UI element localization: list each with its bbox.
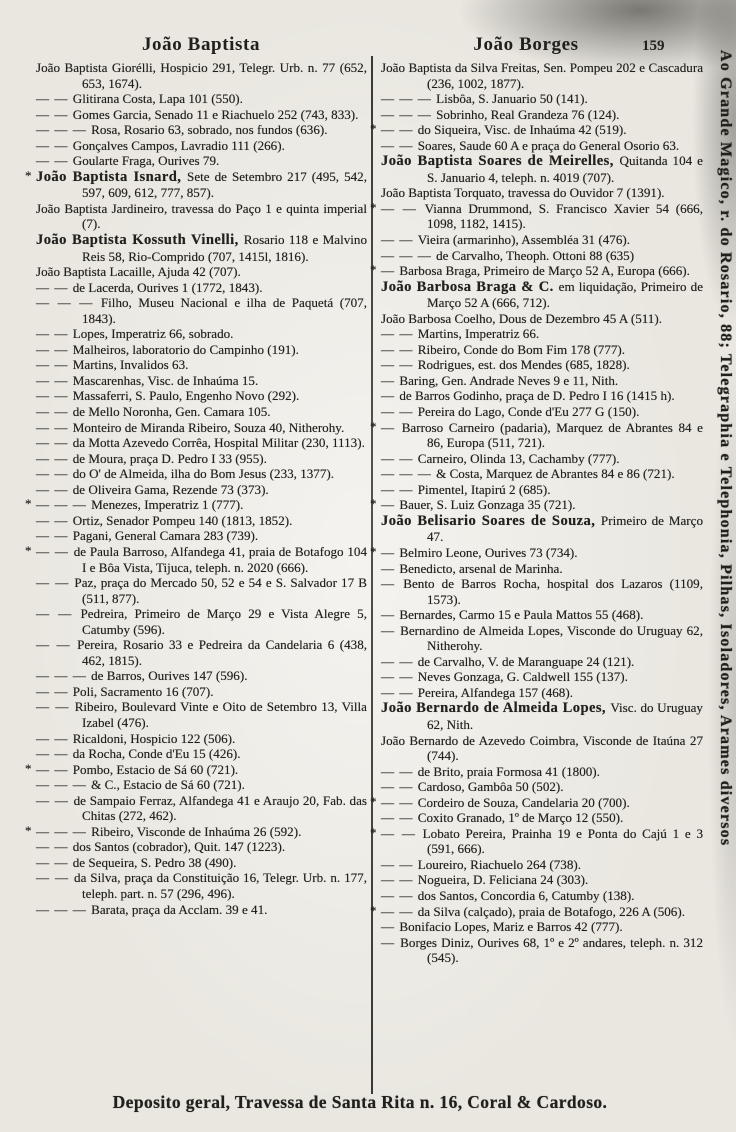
ditto-dashes: — — — [36, 839, 73, 855]
directory-entry — [370, 543, 703, 561]
directory-entry — [381, 153, 703, 185]
ditto-dashes: — — — — [381, 91, 437, 107]
entry-text: Gomes Garcia, Senado 11 e Riachuelo 252 (743, 833). — [72, 106, 359, 122]
ditto-dashes: — — — — [36, 823, 92, 839]
ditto-dashes: — — [381, 388, 400, 404]
entry-text: Pereira, Alfandega 157 (468). — [417, 684, 573, 700]
entry-text: Bernardes, Carmo 15 e Paula Mattos 55 (468). — [399, 607, 644, 623]
ditto-dashes: — — — [36, 637, 78, 653]
directory-entry — [381, 60, 703, 91]
ditto-dashes: — — — [36, 575, 75, 591]
entry-text: João Baptista da Silva Freitas, Sen. Pompeu 202 e Cascadura (236, 1002, 1877). — [381, 60, 703, 91]
directory-entry — [36, 122, 367, 138]
ditto-dashes: — — — [36, 388, 73, 404]
directory-entry — [370, 902, 703, 920]
entry-text: João Baptista Jardineiro, travessa do Paço 1 e quinta imperial (7). — [36, 200, 367, 232]
directory-entry — [370, 262, 703, 279]
ditto-dashes: — — — [36, 326, 73, 342]
entry-text: Lobato Pereira, Prainha 19 e Ponta do Cajú 1 e 3 (591, 666). — [422, 825, 703, 857]
ditto-dashes: — — — [381, 872, 418, 888]
ditto-dashes: — — — [381, 200, 425, 216]
page-title-left: João Baptista — [141, 34, 261, 55]
ditto-dashes: — — [381, 560, 400, 576]
directory-entry — [36, 201, 367, 232]
entry-text: de Oliveira Gama, Rezende 73 (373). — [72, 481, 269, 497]
directory-entry — [381, 357, 703, 373]
entry-text: da Rocha, Conde d'Eu 15 (426). — [72, 746, 241, 762]
directory-entry — [381, 107, 703, 123]
ditto-dashes: — — — [381, 481, 418, 497]
directory-entry — [36, 420, 367, 436]
ditto-dashes: — — — — [381, 106, 437, 122]
directory-entry — [36, 528, 367, 544]
entry-name-bold: João Baptista Isnard, — [36, 168, 188, 185]
directory-entry — [381, 91, 703, 107]
entry-text: de Carvalho, V. de Maranguape 24 (121). — [417, 653, 635, 669]
directory-entry — [381, 607, 703, 623]
entry-text: de Lacerda, Ourives 1 (1772, 1843). — [72, 279, 263, 295]
directory-entry — [36, 902, 367, 918]
directory-entry — [36, 435, 367, 451]
entry-text: João Baptista Torquato, travessa do Ouvidor 7 (1391). — [381, 185, 665, 201]
ditto-dashes: — — — — [36, 497, 92, 513]
entry-text: Neves Gonzaga, G. Caldwell 155 (137). — [417, 669, 628, 685]
directory-entry — [36, 264, 367, 280]
directory-entry — [381, 232, 703, 248]
entry-text: de Paula Barroso, Alfandega 41, praia de Botafogo 104 I e Bôa Vista, Tijuca, teleph. n. 2020 (666). — [73, 543, 368, 575]
ditto-dashes: — — — [36, 153, 73, 169]
ditto-dashes: — — — [381, 669, 418, 685]
entry-text: & Costa, Marquez de Abrantes 84 e 86 (721). — [436, 466, 675, 482]
footer-advertisement: Deposito geral, Travessa de Santa Rita n. 16, Coral & Cardoso. — [112, 1092, 608, 1112]
directory-entry — [381, 654, 703, 670]
directory-entry — [36, 373, 367, 389]
entry-text: de Barros, Ourives 147 (596). — [91, 668, 248, 684]
entry-text: João Baptista Lacaille, Ajuda 42 (707). — [36, 264, 241, 280]
entry-text: Lisbôa, S. Januario 50 (141). — [436, 91, 588, 107]
directory-entry — [36, 357, 367, 373]
ditto-dashes: — — — [381, 122, 418, 138]
margin-advertisement: Ao Grande Magico, r. do Rosario, 88; Telegraphia e Telephonia, Pilhas, Isoladores, Arames diversos — [717, 50, 734, 847]
ditto-dashes: — — — [381, 137, 418, 153]
directory-entry — [36, 295, 367, 326]
star-marker: * — [370, 418, 377, 434]
entry-text: dos Santos (cobrador), Quit. 147 (1223). — [72, 839, 286, 855]
directory-entry — [36, 326, 367, 342]
ditto-dashes: — — — [381, 450, 418, 466]
directory-entry — [36, 482, 367, 498]
star-marker: * — [25, 822, 32, 838]
directory-entry — [381, 810, 703, 826]
star-marker: * — [370, 543, 377, 559]
entry-text: Ribeiro, Conde do Bom Fim 178 (777). — [417, 341, 626, 357]
directory-entry — [381, 888, 703, 904]
directory-entry — [381, 388, 703, 404]
entry-text: Nogueira, D. Feliciana 24 (303). — [417, 872, 589, 888]
directory-entry — [36, 870, 367, 901]
directory-entry — [36, 466, 367, 482]
ditto-dashes: — — — [381, 825, 423, 841]
ditto-dashes: — — — [381, 887, 418, 903]
entry-text: Paz, praça do Mercado 50, 52 e 54 e S. Salvador 17 B (511, 877). — [74, 575, 367, 606]
entry-name-bold: João Belisario Soares de Souza, — [381, 512, 601, 529]
directory-entry — [381, 513, 703, 545]
entry-text: Sobrinho, Real Grandeza 76 (124). — [436, 106, 620, 122]
entry-text: Barbosa Braga, Primeiro de Março 52 A, Europa (666). — [399, 263, 690, 279]
entry-text: & C., Estacio de Sá 60 (721). — [91, 777, 245, 793]
directory-entry — [370, 199, 703, 232]
entry-text: de Sampaio Ferraz, Alfandega 41 e Araujo 20, Fab. das Chitas (272, 462). — [73, 792, 368, 824]
directory-entry — [370, 496, 703, 513]
ditto-dashes: — — — [36, 419, 73, 435]
ditto-dashes: — — [381, 419, 402, 435]
entry-text: de Barros Godinho, praça de D. Pedro I 16 (1415 h). — [399, 388, 675, 404]
ditto-dashes: — — — [36, 279, 73, 295]
ditto-dashes: — — — [36, 854, 73, 870]
directory-entry — [36, 60, 367, 91]
directory-entry — [36, 232, 367, 264]
directory-entry — [381, 466, 703, 482]
ditto-dashes: — — — [381, 404, 418, 420]
entry-text: Quitanda 104 e S. Januario 4, teleph. n. 4019 (707). — [427, 153, 703, 185]
entry-text: Massaferri, S. Paulo, Engenho Novo (292). — [72, 388, 300, 404]
entry-text: Filho, Museu Nacional e ilha de Paquetá (707, 1843). — [82, 295, 367, 326]
directory-entry — [381, 482, 703, 498]
entry-text: de Mello Noronha, Gen. Camara 105. — [72, 404, 271, 420]
directory-entry — [36, 575, 367, 606]
star-marker: * — [370, 199, 377, 215]
entry-text: da Silva, praça da Constituição 16, Telegr. Urb. n. 177, teleph. part. n. 57 (296, 496). — [74, 870, 367, 901]
entry-text: João Baptista Giorélli, Hospicio 291, Telegr. Urb. n. 77 (652, 653, 1674). — [36, 60, 367, 91]
entry-text: Ribeiro, Visconde de Inhaúma 26 (592). — [91, 823, 302, 839]
ditto-dashes: — — [381, 919, 400, 935]
directory-entry — [381, 935, 703, 966]
directory-entry — [381, 404, 703, 420]
directory-entry — [25, 496, 367, 513]
ditto-dashes: — — [381, 576, 404, 592]
ditto-dashes: — — [381, 622, 401, 638]
entry-text: da Silva (calçado), praia de Botafogo, 226 A (506). — [417, 903, 685, 919]
ditto-dashes: — — — [381, 341, 418, 357]
entry-text: Soares, Saude 60 A e praça do General Osorio 63. — [417, 137, 680, 153]
directory-entry — [381, 248, 703, 264]
entry-text: de Brito, praia Formosa 41 (1800). — [417, 763, 600, 779]
star-marker: * — [370, 496, 377, 512]
ditto-dashes: — — — — [381, 247, 437, 263]
entry-text: Borges Diniz, Ourives 68, 1º e 2º andares, teleph. n. 312 (545). — [400, 934, 703, 966]
ditto-dashes: — — — [381, 903, 418, 919]
entry-text: Pereira do Lago, Conde d'Eu 277 G (150). — [417, 404, 640, 420]
ditto-dashes: — — [381, 263, 400, 279]
page-number: 159 — [642, 38, 665, 54]
entry-text: Pagani, General Camara 283 (739). — [72, 528, 259, 544]
directory-entry — [381, 311, 703, 327]
ditto-dashes: — — [381, 607, 400, 623]
ditto-dashes: — — — [381, 794, 418, 810]
directory-entry — [36, 684, 367, 700]
ditto-dashes: — — [381, 934, 401, 950]
entry-text: Barroso Carneiro (padaria), Marquez de Abrantes 84 e 86, Europa (511, 721). — [401, 419, 703, 451]
ditto-dashes: — — — [36, 404, 73, 420]
ditto-dashes: — — — [36, 450, 73, 466]
directory-entry — [25, 542, 368, 575]
directory-entry — [381, 373, 703, 389]
ditto-dashes: — — — — [36, 777, 92, 793]
entry-text: Loureiro, Riachuelo 264 (738). — [417, 856, 581, 872]
entry-text: em liquidação, Primeiro de Março 52 A (666, 712). — [427, 278, 704, 311]
entry-text: Pombo, Estacio de Sá 60 (721). — [72, 761, 239, 777]
star-marker: * — [25, 496, 32, 512]
entry-text: de Moura, praça D. Pedro I 33 (955). — [72, 450, 267, 466]
directory-entry — [36, 153, 367, 169]
directory-entry — [370, 793, 703, 811]
directory-entry — [381, 623, 703, 654]
directory-entry — [381, 576, 703, 607]
directory-entry — [36, 280, 367, 296]
entry-text: Menezes, Imperatriz 1 (777). — [91, 497, 244, 513]
ditto-dashes: — — — [36, 512, 73, 528]
entry-text: Gonçalves Campos, Lavradio 111 (266). — [72, 137, 285, 153]
entry-text: Bauer, S. Luiz Gonzaga 35 (721). — [399, 497, 576, 513]
entry-text: Rodrigues, est. dos Mendes (685, 1828). — [417, 357, 630, 373]
directory-entry — [36, 668, 367, 684]
entry-text: Sete de Setembro 217 (495, 542, 597, 609, 612, 777, 857). — [82, 168, 367, 201]
ditto-dashes: — — — [381, 232, 418, 248]
entry-text: Monteiro de Miranda Ribeiro, Souza 40, Nitherohy. — [72, 419, 345, 435]
entry-text: Primeiro de Março 47. — [427, 512, 703, 545]
directory-entry — [370, 121, 703, 138]
directory-entry — [381, 561, 703, 577]
entry-text: João Barbosa Coelho, Dous de Dezembro 45 A (511). — [381, 310, 662, 326]
entry-text: Goularte Fraga, Ourives 79. — [72, 153, 220, 169]
ditto-dashes: — — — [36, 106, 73, 122]
entry-text: do O' de Almeida, ilha do Bom Jesus (233, 1377). — [72, 466, 335, 482]
directory-entry — [36, 388, 367, 404]
entry-name-bold: João Barbosa Braga & C. — [381, 278, 559, 295]
directory-entry — [25, 822, 367, 840]
page-title-right: João Borges — [473, 34, 579, 55]
ditto-dashes: — — — [381, 684, 418, 700]
directory-entry — [381, 857, 703, 873]
directory-entry — [36, 138, 367, 154]
directory-entry — [25, 760, 367, 778]
ditto-dashes: — — [381, 372, 400, 388]
directory-entry — [36, 637, 367, 668]
entry-text: do Siqueira, Visc. de Inhaúma 42 (519). — [417, 122, 627, 138]
ditto-dashes: — — — [36, 466, 73, 482]
ditto-dashes: — — — [36, 699, 75, 715]
ditto-dashes: — — — — [36, 295, 101, 311]
entry-name-bold: João Baptista Soares de Meirelles, — [381, 153, 620, 170]
star-marker: * — [25, 760, 32, 776]
entry-name-bold: João Baptista Kossuth Vinelli, — [36, 232, 244, 249]
directory-entry — [381, 185, 703, 201]
directory-entry — [36, 513, 367, 529]
ditto-dashes: — — — [381, 810, 418, 826]
ditto-dashes: — — — [381, 779, 418, 795]
directory-entry — [381, 326, 703, 342]
ditto-dashes: — — — — [36, 122, 92, 138]
entry-text: Baring, Gen. Andrade Neves 9 e 11, Nith. — [399, 372, 619, 388]
entry-text: Glitirana Costa, Lapa 101 (550). — [72, 91, 243, 107]
ditto-dashes: — — — [36, 792, 74, 808]
entry-text: Martins, Invalidos 63. — [72, 357, 189, 373]
entry-text: Malheiros, laboratorio do Campinho (191). — [72, 341, 299, 357]
directory-entry — [36, 731, 367, 747]
ditto-dashes: — — — [36, 730, 73, 746]
directory-entry — [25, 167, 367, 201]
entry-text: Pimentel, Itapirú 2 (685). — [417, 481, 551, 497]
entry-name-bold: João Bernardo de Almeida Lopes, — [381, 700, 611, 717]
star-marker: * — [25, 542, 32, 558]
entry-text: Visc. do Uruguay 62, Nith. — [427, 700, 703, 732]
entry-text: Pereira, Rosario 33 e Pedreira da Candelaria 6 (438, 462, 1815). — [77, 637, 368, 668]
entry-text: João Bernardo de Azevedo Coimbra, Visconde de Itaúna 27 (744). — [381, 732, 703, 764]
ditto-dashes: — — — [36, 357, 73, 373]
entry-text: Coxito Granado, 1º de Março 12 (550). — [417, 810, 624, 826]
entry-text: Bernardino de Almeida Lopes, Visconde do Uruguay 62, Nitherohy. — [400, 622, 703, 654]
directory-entry — [381, 138, 703, 154]
ditto-dashes: — — — [36, 481, 73, 497]
directory-entry — [370, 824, 703, 857]
entry-text: de Carvalho, Theoph. Ottoni 88 (635) — [436, 247, 635, 263]
ditto-dashes: — — — [36, 91, 73, 107]
ditto-dashes: — — — [381, 856, 418, 872]
ditto-dashes: — — — — [381, 466, 437, 482]
star-marker: * — [25, 167, 32, 183]
entry-text: de Sequeira, S. Pedro 38 (490). — [72, 854, 237, 870]
ditto-dashes: — — — [36, 683, 73, 699]
directory-entry — [36, 342, 367, 358]
entry-text: Vieira (armarinho), Assembléa 31 (476). — [417, 232, 631, 248]
directory-entry — [381, 685, 703, 701]
directory-entry — [36, 699, 367, 730]
star-marker: * — [370, 262, 377, 278]
directory-entry — [36, 606, 367, 637]
entry-text: Ricaldoni, Hospicio 122 (506). — [72, 730, 236, 746]
ditto-dashes: — — [381, 544, 400, 560]
ditto-dashes: — — — [381, 326, 418, 342]
ditto-dashes: — — — — [36, 901, 92, 917]
ditto-dashes: — — — [36, 746, 73, 762]
directory-entry — [381, 919, 703, 935]
entry-text: Benedicto, arsenal de Marinha. — [399, 560, 563, 576]
directory-entry — [36, 91, 367, 107]
star-marker: * — [370, 824, 377, 840]
directory-entry — [36, 107, 367, 123]
ditto-dashes: — — — — [36, 668, 92, 684]
star-marker: * — [370, 902, 377, 918]
ditto-dashes: — — — [36, 606, 81, 622]
entry-text: Ortiz, Senador Pompeu 140 (1813, 1852). — [72, 512, 293, 528]
entry-text: Bonifacio Lopes, Mariz e Barros 42 (777). — [399, 919, 623, 935]
directory-entry — [36, 793, 367, 824]
ditto-dashes: — — — [381, 763, 418, 779]
directory-entry — [381, 700, 703, 732]
ditto-dashes: — — — [381, 653, 418, 669]
entry-text: Mascarenhas, Visc. de Inhaúma 15. — [72, 372, 259, 388]
entry-text: Poli, Sacramento 16 (707). — [72, 683, 214, 699]
entry-text: Belmiro Leone, Ourives 73 (734). — [399, 544, 578, 560]
entry-text: Bento de Barros Rocha, hospital dos Lazaros (1109, 1573). — [403, 576, 703, 607]
directory-entry — [381, 872, 703, 888]
directory-entry — [36, 404, 367, 420]
entry-text: dos Santos, Concordia 6, Catumby (138). — [417, 887, 635, 903]
ditto-dashes: — — — [36, 870, 75, 886]
ditto-dashes: — — — [36, 435, 73, 451]
entry-text: Rosa, Rosario 63, sobrado, nos fundos (636). — [91, 122, 328, 138]
directory-entry — [36, 777, 367, 793]
entry-text: Carneiro, Olinda 13, Cachamby (777). — [417, 450, 620, 466]
directory-entry — [381, 733, 703, 764]
directory-entry — [381, 279, 703, 311]
entry-text: Rosario 118 e Malvino Reis 58, Rio-Comprido (707, 1415l, 1816). — [82, 232, 368, 264]
entry-text: Barata, praça da Acclam. 39 e 41. — [91, 901, 268, 917]
entry-text: da Motta Azevedo Corrêa, Hospital Militar (230, 1113). — [72, 435, 365, 451]
star-marker: * — [370, 121, 377, 137]
ditto-dashes: — — — [36, 528, 73, 544]
ditto-dashes: — — — [36, 543, 74, 559]
directory-entry — [36, 855, 367, 871]
directory-entry — [381, 669, 703, 685]
entry-text: Cardoso, Gambôa 50 (502). — [417, 779, 564, 795]
directory-entry — [36, 451, 367, 467]
directory-entry — [381, 342, 703, 358]
directory-entry — [381, 779, 703, 795]
entry-text: Pedreira, Primeiro de Março 29 e Vista Alegre 5, Catumby (596). — [80, 606, 367, 637]
directory-entry — [36, 839, 367, 855]
directory-entry — [381, 764, 703, 780]
ditto-dashes: — — — [36, 761, 73, 777]
entry-text: Lopes, Imperatriz 66, sobrado. — [72, 326, 234, 342]
entry-text: Ribeiro, Boulevard Vinte e Oito de Setembro 13, Villa Izabel (476). — [74, 699, 367, 730]
directory-entry — [36, 746, 367, 762]
directory-entry — [381, 451, 703, 467]
entry-text: Cordeiro de Souza, Candelaria 20 (700). — [417, 794, 630, 810]
directory-column-left — [25, 60, 368, 1094]
ditto-dashes: — — — [36, 137, 73, 153]
directory-entry — [370, 418, 703, 451]
star-marker: * — [370, 793, 377, 809]
ditto-dashes: — — — [381, 357, 418, 373]
ditto-dashes: — — — [36, 372, 73, 388]
entry-text: Martins, Imperatriz 66. — [417, 326, 540, 342]
directory-column-right — [370, 60, 704, 1094]
ditto-dashes: — — [381, 497, 400, 513]
entry-text: Vianna Drummond, S. Francisco Xavier 54 (666, 1098, 1182, 1415). — [424, 200, 703, 232]
ditto-dashes: — — — [36, 341, 73, 357]
